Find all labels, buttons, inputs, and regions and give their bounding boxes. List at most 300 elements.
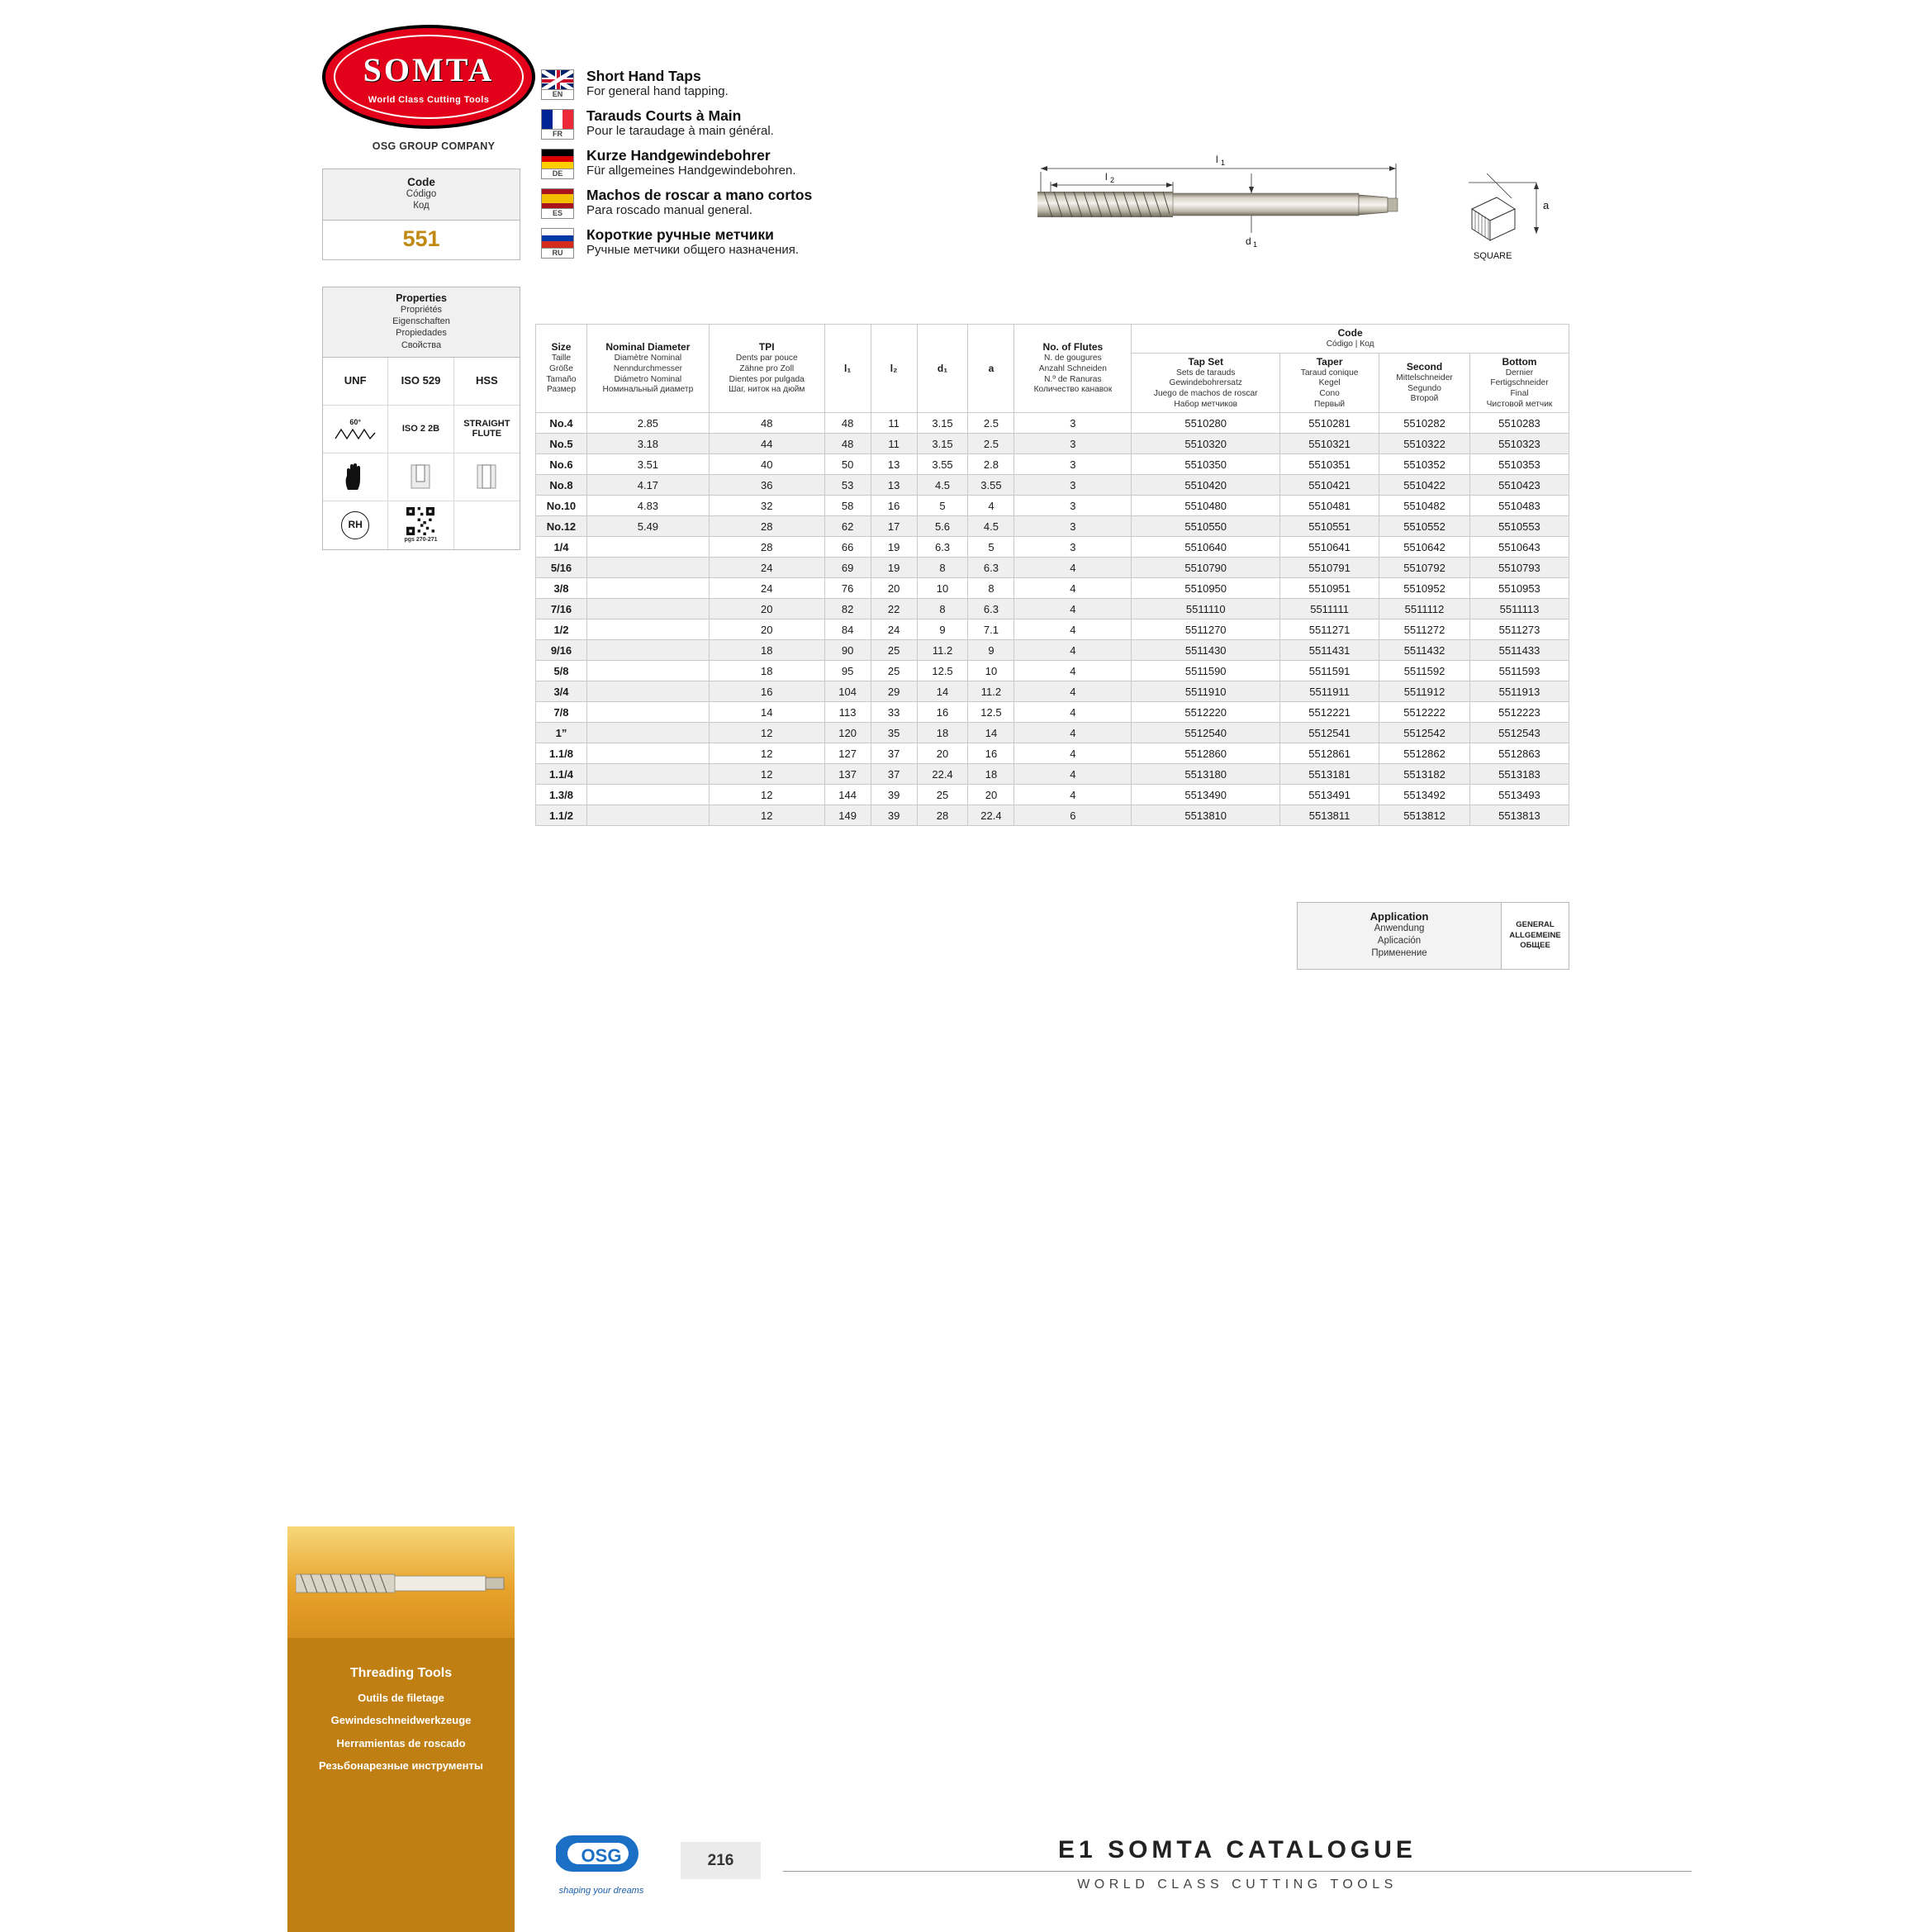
cell-size: 5/16 <box>536 558 587 578</box>
page-footer <box>535 1832 1932 1923</box>
table-row <box>536 805 1569 826</box>
cell-bottom: 5511433 <box>1469 640 1569 661</box>
thread-angle-label: 60° <box>349 418 361 427</box>
cell-tpi: 28 <box>709 537 824 558</box>
cell-dia <box>586 805 709 826</box>
cell-d1: 3.15 <box>917 434 968 454</box>
th-size-fr: Taille <box>551 354 572 363</box>
cell-tap_set: 5510480 <box>1132 496 1280 516</box>
cell-taper: 5513491 <box>1280 785 1379 805</box>
cell-second: 5510952 <box>1379 578 1470 599</box>
th-flutes <box>1014 325 1132 413</box>
th-tap-set <box>1132 353 1280 413</box>
cell-tap_set: 5512220 <box>1132 702 1280 723</box>
logo-tagline: World Class Cutting Tools <box>368 95 490 105</box>
cell-d1: 10 <box>917 578 968 599</box>
language-row-ru <box>541 226 921 259</box>
cell-a: 7.1 <box>968 619 1014 640</box>
cell-flutes: 3 <box>1014 516 1132 537</box>
th-nominal-diameter <box>586 325 709 413</box>
cell-l1: 113 <box>824 702 871 723</box>
svg-text:d: d <box>1246 235 1251 247</box>
lang-text-de <box>586 147 796 178</box>
cell-d1: 16 <box>917 702 968 723</box>
properties-row-4 <box>323 501 520 549</box>
cell-l2: 19 <box>871 558 917 578</box>
th-tapset-fr: Sets de tarauds <box>1176 368 1236 377</box>
side-tab-image <box>287 1526 515 1638</box>
th-tapset-es: Juego de machos de roscar <box>1153 388 1258 398</box>
flag-wrap-ru <box>541 226 577 259</box>
cell-taper: 5511911 <box>1280 681 1379 702</box>
cell-l2: 37 <box>871 764 917 785</box>
cell-flutes: 3 <box>1014 475 1132 496</box>
cell-second: 5510352 <box>1379 454 1470 475</box>
th-bottom-en: Bottom <box>1502 355 1537 368</box>
hole-icon <box>410 463 431 490</box>
cell-size: 1” <box>536 723 587 743</box>
code-label-es: Código <box>406 189 437 199</box>
properties-title-de: Eigenschaften <box>392 316 450 327</box>
table-row <box>536 785 1569 805</box>
cell-l1: 137 <box>824 764 871 785</box>
cell-bottom: 5510553 <box>1469 516 1569 537</box>
property-hss: HSS <box>454 358 520 406</box>
lang-text-en <box>586 68 729 99</box>
cell-l2: 35 <box>871 723 917 743</box>
cell-size: 9/16 <box>536 640 587 661</box>
cell-tap_set: 5513180 <box>1132 764 1280 785</box>
cell-a: 8 <box>968 578 1014 599</box>
cell-second: 5510422 <box>1379 475 1470 496</box>
cell-tap_set: 5511590 <box>1132 661 1280 681</box>
cell-dia <box>586 785 709 805</box>
cell-taper: 5512541 <box>1280 723 1379 743</box>
desc-fr: Pour le taraudage à main général. <box>586 124 774 139</box>
cell-d1: 12.5 <box>917 661 968 681</box>
cell-tpi: 20 <box>709 599 824 619</box>
cell-l1: 144 <box>824 785 871 805</box>
cell-tpi: 12 <box>709 723 824 743</box>
cell-flutes: 4 <box>1014 661 1132 681</box>
cell-bottom: 5512863 <box>1469 743 1569 764</box>
cell-second: 5511272 <box>1379 619 1470 640</box>
cell-l1: 69 <box>824 558 871 578</box>
france-flag-icon <box>541 109 574 130</box>
cell-d1: 28 <box>917 805 968 826</box>
specification-table-wrap <box>535 324 1569 826</box>
cell-second: 5513182 <box>1379 764 1470 785</box>
cell-second: 5512222 <box>1379 702 1470 723</box>
th-size-es: Tamaño <box>546 374 577 384</box>
cell-d1: 3.15 <box>917 413 968 434</box>
cell-l2: 24 <box>871 619 917 640</box>
cell-a: 6.3 <box>968 599 1014 619</box>
properties-title-es: Propiedades <box>396 328 447 339</box>
th-taper-fr: Taraud conique <box>1300 368 1359 377</box>
cell-tpi: 12 <box>709 764 824 785</box>
title-fr: Tarauds Courts à Main <box>586 107 742 124</box>
cell-bottom: 5513493 <box>1469 785 1569 805</box>
th-tpi-es: Dientes por pulgada <box>729 374 805 384</box>
cell-d1: 14 <box>917 681 968 702</box>
th-taper-de: Kegel <box>1318 378 1341 388</box>
application-box <box>1297 902 1569 970</box>
cell-taper: 5510951 <box>1280 578 1379 599</box>
cell-second: 5513812 <box>1379 805 1470 826</box>
cell-bottom: 5511273 <box>1469 619 1569 640</box>
spain-flag-icon <box>541 188 574 209</box>
cell-flutes: 3 <box>1014 413 1132 434</box>
cell-dia <box>586 661 709 681</box>
cell-dia <box>586 640 709 661</box>
cell-taper: 5510551 <box>1280 516 1379 537</box>
cell-second: 5511592 <box>1379 661 1470 681</box>
russia-flag-icon <box>541 228 574 249</box>
cell-l1: 62 <box>824 516 871 537</box>
th-dia-es: Diámetro Nominal <box>614 374 682 384</box>
cell-a: 2.5 <box>968 434 1014 454</box>
application-value-ru: ОБЩЕЕ <box>1520 941 1550 951</box>
cell-tpi: 14 <box>709 702 824 723</box>
cell-taper: 5511111 <box>1280 599 1379 619</box>
cell-dia <box>586 537 709 558</box>
th-bottom-ru: Чистовой метчик <box>1486 399 1553 409</box>
code-label-ru: Код <box>413 201 430 211</box>
th-a: a <box>968 325 1014 413</box>
cell-size: 7/8 <box>536 702 587 723</box>
language-row-de <box>541 147 921 179</box>
th-code-esru: Código | Код <box>1326 339 1374 349</box>
side-tab-labels <box>287 1638 515 1932</box>
th-tapset-en: Tap Set <box>1188 355 1223 368</box>
cell-dia: 4.17 <box>586 475 709 496</box>
th-tapset-de: Gewindebohrersatz <box>1169 378 1242 388</box>
cell-l1: 127 <box>824 743 871 764</box>
language-descriptions <box>541 68 921 266</box>
osg-group-label: OSG GROUP COMPANY <box>372 140 496 152</box>
table-row <box>536 496 1569 516</box>
cell-a: 4.5 <box>968 516 1014 537</box>
cell-tap_set: 5510280 <box>1132 413 1280 434</box>
table-row <box>536 475 1569 496</box>
cell-dia <box>586 681 709 702</box>
cell-bottom: 5513183 <box>1469 764 1569 785</box>
th-dia-de: Nenndurchmesser <box>613 363 683 373</box>
property-through-hole <box>454 453 520 501</box>
cell-l2: 25 <box>871 661 917 681</box>
cell-size: 1.3/8 <box>536 785 587 805</box>
th-flutes-de: Anzahl Schneiden <box>1038 363 1107 373</box>
cell-second: 5510642 <box>1379 537 1470 558</box>
flute-label: STRAIGHT FLUTE <box>463 418 510 439</box>
cell-bottom: 5511593 <box>1469 661 1569 681</box>
lang-code-ru: RU <box>541 249 574 259</box>
desc-de: Für allgemeines Handgewindebohren. <box>586 164 796 178</box>
cell-bottom: 5512543 <box>1469 723 1569 743</box>
cell-taper: 5510321 <box>1280 434 1379 454</box>
cell-l2: 29 <box>871 681 917 702</box>
svg-text:l: l <box>1105 171 1108 183</box>
svg-text:1: 1 <box>1253 240 1258 249</box>
cell-dia: 3.51 <box>586 454 709 475</box>
square-detail-svg <box>1454 161 1586 293</box>
cell-taper: 5512861 <box>1280 743 1379 764</box>
cell-second: 5511112 <box>1379 599 1470 619</box>
cell-l2: 13 <box>871 454 917 475</box>
cell-tap_set: 5511910 <box>1132 681 1280 702</box>
cell-dia: 2.85 <box>586 413 709 434</box>
cell-bottom: 5510353 <box>1469 454 1569 475</box>
th-flutes-en: No. of Flutes <box>1042 341 1104 354</box>
cell-flutes: 6 <box>1014 805 1132 826</box>
catalogue-title-block <box>783 1836 1692 1892</box>
th-code-group <box>1132 325 1569 354</box>
th-bottom <box>1469 353 1569 413</box>
th-second <box>1379 353 1470 413</box>
cell-tpi: 28 <box>709 516 824 537</box>
iso2b-label: ISO 2 2B <box>401 424 440 434</box>
flag-wrap-de <box>541 147 577 179</box>
cell-size: No.12 <box>536 516 587 537</box>
lang-text-ru <box>586 226 799 258</box>
title-ru: Короткие ручные метчики <box>586 226 774 243</box>
cell-l1: 104 <box>824 681 871 702</box>
cell-taper: 5513811 <box>1280 805 1379 826</box>
page-number: 216 <box>681 1842 761 1879</box>
language-row-fr <box>541 107 921 140</box>
cell-l1: 95 <box>824 661 871 681</box>
property-iso2b <box>388 406 453 453</box>
properties-row-1 <box>323 358 520 406</box>
cell-dia <box>586 723 709 743</box>
cell-dia: 3.18 <box>586 434 709 454</box>
cell-size: No.10 <box>536 496 587 516</box>
property-qr <box>388 501 453 549</box>
cell-l2: 25 <box>871 640 917 661</box>
cell-a: 3.55 <box>968 475 1014 496</box>
cell-size: 1.1/4 <box>536 764 587 785</box>
code-box-header <box>323 169 520 221</box>
logo-brand-text: SOMTA <box>363 51 495 88</box>
desc-en: For general hand tapping. <box>586 84 729 99</box>
cell-l1: 149 <box>824 805 871 826</box>
cell-d1: 5 <box>917 496 968 516</box>
property-flute <box>454 406 520 453</box>
cell-size: 5/8 <box>536 661 587 681</box>
through-hole-icon <box>476 463 497 490</box>
cell-second: 5510792 <box>1379 558 1470 578</box>
cell-bottom: 5510793 <box>1469 558 1569 578</box>
cell-tpi: 32 <box>709 496 824 516</box>
cell-bottom: 5510953 <box>1469 578 1569 599</box>
flag-wrap-fr <box>541 107 577 140</box>
th-tpi-ru: Шаг, ниток на дюйм <box>729 385 805 395</box>
table-row <box>536 619 1569 640</box>
code-value: 551 <box>323 221 520 259</box>
cell-tap_set: 5510950 <box>1132 578 1280 599</box>
cell-tap_set: 5510350 <box>1132 454 1280 475</box>
cell-a: 4 <box>968 496 1014 516</box>
cell-a: 2.5 <box>968 413 1014 434</box>
cell-second: 5512542 <box>1379 723 1470 743</box>
side-tab-title-de: Gewindeschneidwerkzeuge <box>330 1714 472 1727</box>
cell-d1: 22.4 <box>917 764 968 785</box>
cell-tpi: 48 <box>709 413 824 434</box>
th-dia-en: Nominal Diameter <box>605 341 691 354</box>
lang-code-en: EN <box>541 90 574 100</box>
desc-ru: Ручные метчики общего назначения. <box>586 243 800 258</box>
application-title-de: Anwendung <box>1374 923 1425 933</box>
th-dia-fr: Diamètre Nominal <box>614 354 682 363</box>
lang-text-fr <box>586 107 774 139</box>
cell-size: 3/4 <box>536 681 587 702</box>
cell-l1: 48 <box>824 413 871 434</box>
th-bottom-es: Final <box>1510 388 1529 398</box>
table-row <box>536 743 1569 764</box>
cell-tpi: 12 <box>709 743 824 764</box>
square-label: SQUARE <box>1474 251 1512 261</box>
left-column <box>322 25 545 550</box>
th-taper <box>1280 353 1379 413</box>
cell-size: No.4 <box>536 413 587 434</box>
cell-second: 5512862 <box>1379 743 1470 764</box>
th-tpi-de: Zähne pro Zoll <box>739 363 795 373</box>
cell-a: 11.2 <box>968 681 1014 702</box>
cell-l2: 37 <box>871 743 917 764</box>
cell-flutes: 4 <box>1014 599 1132 619</box>
somta-logo <box>322 25 535 129</box>
language-row-en <box>541 68 921 100</box>
th-second-es: Segundo <box>1407 383 1441 393</box>
rh-label: RH <box>341 511 369 539</box>
property-thread-angle <box>323 406 388 453</box>
application-title-en: Application <box>1369 910 1429 923</box>
cell-bottom: 5512223 <box>1469 702 1569 723</box>
properties-title-fr: Propriétés <box>400 304 443 315</box>
cell-flutes: 3 <box>1014 537 1132 558</box>
cell-taper: 5510791 <box>1280 558 1379 578</box>
cell-bottom: 5510423 <box>1469 475 1569 496</box>
table-row <box>536 578 1569 599</box>
table-row <box>536 537 1569 558</box>
cell-l1: 53 <box>824 475 871 496</box>
cell-a: 20 <box>968 785 1014 805</box>
cell-size: 1/4 <box>536 537 587 558</box>
cell-dia <box>586 578 709 599</box>
cell-l2: 17 <box>871 516 917 537</box>
cell-a: 9 <box>968 640 1014 661</box>
th-second-de: Mittelschneider <box>1396 373 1453 382</box>
catalogue-title: E1 SOMTA CATALOGUE <box>1058 1836 1417 1863</box>
cell-tpi: 16 <box>709 681 824 702</box>
cell-size: 1.1/8 <box>536 743 587 764</box>
cell-bottom: 5511913 <box>1469 681 1569 702</box>
lang-code-de: DE <box>541 169 574 179</box>
cell-l1: 76 <box>824 578 871 599</box>
cell-l1: 48 <box>824 434 871 454</box>
th-taper-es: Cono <box>1319 388 1340 398</box>
osg-logo-icon <box>556 1832 647 1878</box>
cell-bottom: 5510643 <box>1469 537 1569 558</box>
cell-l2: 20 <box>871 578 917 599</box>
property-iso529: ISO 529 <box>388 358 453 406</box>
cell-flutes: 4 <box>1014 640 1132 661</box>
language-row-es <box>541 187 921 219</box>
cell-tap_set: 5510550 <box>1132 516 1280 537</box>
cell-second: 5510482 <box>1379 496 1470 516</box>
cell-flutes: 3 <box>1014 454 1132 475</box>
cell-tpi: 18 <box>709 661 824 681</box>
cell-taper: 5511591 <box>1280 661 1379 681</box>
cell-size: 7/16 <box>536 599 587 619</box>
code-label-en: Code <box>407 176 435 188</box>
application-title-ru: Применение <box>1371 947 1427 958</box>
cell-taper: 5511431 <box>1280 640 1379 661</box>
table-row <box>536 434 1569 454</box>
th-size-en: Size <box>551 341 572 354</box>
application-title-es: Aplicación <box>1377 935 1422 946</box>
thread-profile-icon <box>334 427 377 440</box>
table-row <box>536 454 1569 475</box>
cell-flutes: 4 <box>1014 702 1132 723</box>
cell-taper: 5511271 <box>1280 619 1379 640</box>
logo-inner-ring <box>334 35 524 119</box>
application-value <box>1501 903 1569 969</box>
table-row <box>536 764 1569 785</box>
cell-dia: 4.83 <box>586 496 709 516</box>
cell-l1: 50 <box>824 454 871 475</box>
properties-title-en: Properties <box>396 292 447 304</box>
flag-wrap-en <box>541 68 577 100</box>
cell-second: 5510552 <box>1379 516 1470 537</box>
cell-flutes: 4 <box>1014 743 1132 764</box>
application-value-de: ALLGEMEINE <box>1509 930 1561 940</box>
cell-dia <box>586 743 709 764</box>
properties-row-3 <box>323 453 520 501</box>
tap-photo-icon <box>296 1561 506 1604</box>
cell-tap_set: 5510320 <box>1132 434 1280 454</box>
table-row <box>536 599 1569 619</box>
cell-taper: 5510421 <box>1280 475 1379 496</box>
cell-tpi: 44 <box>709 434 824 454</box>
cell-a: 5 <box>968 537 1014 558</box>
table-row <box>536 640 1569 661</box>
hand-icon <box>343 463 368 491</box>
cell-tpi: 18 <box>709 640 824 661</box>
cell-d1: 18 <box>917 723 968 743</box>
title-de: Kurze Handgewindebohrer <box>586 147 771 164</box>
cell-second: 5510282 <box>1379 413 1470 434</box>
cell-flutes: 4 <box>1014 681 1132 702</box>
cell-l2: 22 <box>871 599 917 619</box>
cell-l1: 66 <box>824 537 871 558</box>
cell-size: 1.1/2 <box>536 805 587 826</box>
table-row <box>536 681 1569 702</box>
cell-l2: 11 <box>871 413 917 434</box>
th-taper-en: Taper <box>1316 355 1343 368</box>
cell-l2: 39 <box>871 805 917 826</box>
th-size <box>536 325 587 413</box>
cell-bottom: 5513813 <box>1469 805 1569 826</box>
cell-a: 22.4 <box>968 805 1014 826</box>
th-size-de: Größe <box>549 363 573 373</box>
th-tpi-en: TPI <box>758 341 775 354</box>
cell-second: 5511432 <box>1379 640 1470 661</box>
cell-d1: 9 <box>917 619 968 640</box>
cell-tpi: 24 <box>709 578 824 599</box>
cell-a: 10 <box>968 661 1014 681</box>
